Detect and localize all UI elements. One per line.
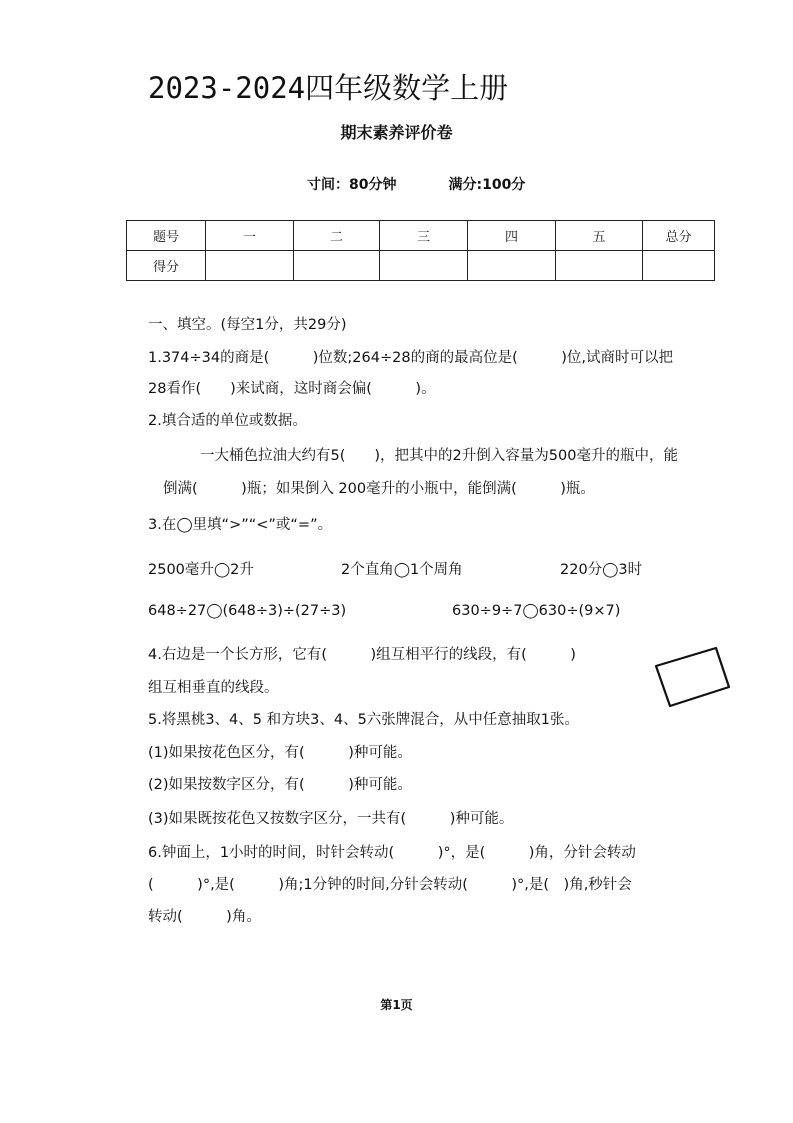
- table-cell: 一: [206, 221, 294, 251]
- question-2-line-1: 一大桶色拉油大约有5( )，把其中的2升倒入容量为500毫升的瓶中，能: [200, 448, 678, 464]
- time-label: 寸间：80分钟: [307, 177, 397, 193]
- question-5-part-2: (2)如果按数字区分，有( )种可能。: [148, 777, 412, 793]
- table-cell: 四: [468, 221, 556, 251]
- table-cell: 五: [556, 221, 643, 251]
- question-4-line-1: 4.右边是一个长方形，它有( )组互相平行的线段，有( ): [148, 647, 576, 663]
- compare-item: 2个直角◯1个周角: [341, 562, 463, 578]
- question-6-line-1: 6.钟面上，1小时的时间，时针会转动( )°，是( )角，分针会转动: [148, 845, 636, 861]
- question-1-line-1: 1.374÷34的商是( )位数;264÷28的商的最高位是( )位,试商时可以把: [148, 350, 674, 366]
- question-6-line-3: 转动( )角。: [148, 909, 261, 925]
- score-input-cell[interactable]: [380, 251, 468, 281]
- score-input-cell[interactable]: [294, 251, 380, 281]
- table-cell: 总分: [643, 221, 715, 251]
- question-3-title: 3.在◯里填“>”“<”或“=”。: [148, 517, 333, 533]
- compare-item: 220分◯3时: [560, 562, 643, 578]
- question-6-line-2: ( )°,是( )角;1分钟的时间,分针会转动( )°,是( )角,秒针会: [148, 877, 632, 893]
- table-row: [127, 221, 715, 251]
- table-cell: 得分: [127, 251, 206, 281]
- table-cell: 题号: [127, 221, 206, 251]
- question-5-part-3: (3)如果既按花色又按数字区分，一共有( )种可能。: [148, 811, 514, 827]
- question-5-title: 5.将黑桃3、4、5 和方块3、4、5六张牌混合，从中任意抽取1张。: [148, 712, 580, 728]
- score-input-cell[interactable]: [643, 251, 715, 281]
- time-score-line: [307, 174, 525, 194]
- table-cell: 二: [294, 221, 380, 251]
- page-number: 第1页: [380, 998, 413, 1012]
- score-table: [126, 220, 715, 281]
- table-cell: 三: [380, 221, 468, 251]
- score-input-cell[interactable]: [468, 251, 556, 281]
- full-score-label: 满分:100分: [448, 177, 526, 193]
- question-4-line-2: 组互相垂直的线段。: [148, 680, 279, 696]
- score-input-cell[interactable]: [206, 251, 294, 281]
- exam-title: 2023-2024四年级数学上册: [148, 71, 509, 105]
- compare-item: 630÷9÷7◯630÷(9×7): [452, 603, 621, 619]
- question-2-title: 2.填合适的单位或数据。: [148, 413, 307, 429]
- compare-item: 648÷27◯(648÷3)÷(27÷3): [148, 603, 347, 619]
- table-row: [127, 251, 715, 281]
- question-2-line-2: 倒满( )瓶；如果倒入 200毫升的小瓶中，能倒满( )瓶。: [163, 481, 595, 497]
- exam-subtitle: 期末素养评价卷: [340, 123, 453, 142]
- rectangle-figure-icon: [652, 642, 732, 712]
- compare-item: 2500毫升◯2升: [148, 562, 254, 578]
- question-5-part-1: (1)如果按花色区分，有( )种可能。: [148, 745, 412, 761]
- question-1-line-2: 28看作( )来试商，这时商会偏( )。: [148, 381, 436, 397]
- score-input-cell[interactable]: [556, 251, 643, 281]
- section-heading: 一、填空。(每空1分，共29分): [148, 317, 347, 333]
